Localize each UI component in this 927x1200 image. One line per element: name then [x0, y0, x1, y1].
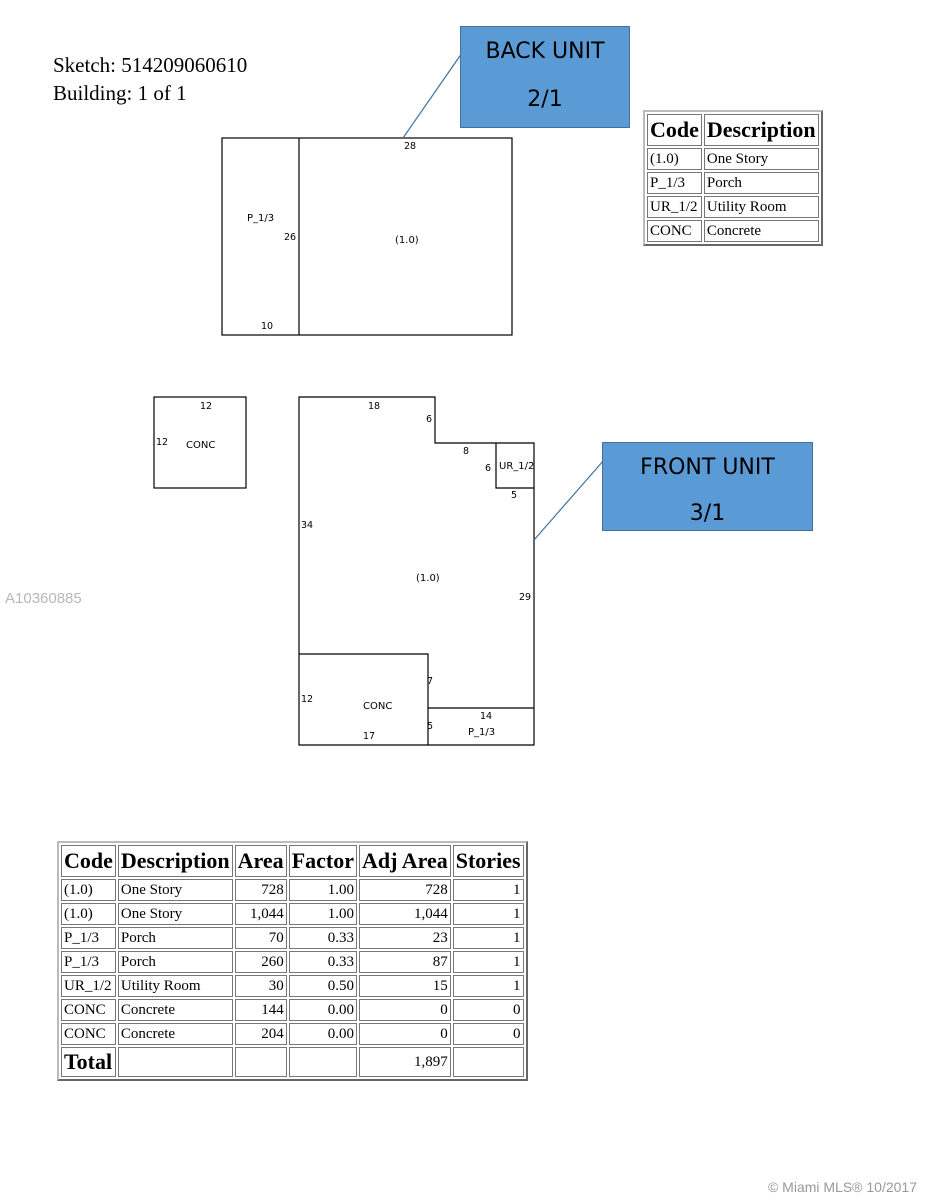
legend-description: Utility Room	[704, 196, 819, 218]
area-header-stories: Stories	[453, 845, 524, 877]
area-code: P_1/3	[61, 951, 116, 973]
area-description: One Story	[118, 879, 233, 901]
area-description: One Story	[118, 903, 233, 925]
area-row	[61, 927, 524, 949]
legend-row	[647, 148, 819, 170]
area-value: 728	[235, 879, 287, 901]
area-code: (1.0)	[61, 903, 116, 925]
area-row	[61, 951, 524, 973]
dim-back-top: 28	[404, 141, 417, 152]
area-code: CONC	[61, 999, 116, 1021]
sketch-id: Sketch: 514209060610	[53, 53, 248, 77]
legend-description: Concrete	[704, 220, 819, 242]
area-total-empty	[235, 1047, 287, 1077]
back-unit-outline	[222, 138, 512, 335]
back-porch-code: P_1/3	[247, 213, 275, 224]
area-stories: 1	[453, 879, 524, 901]
area-header-code: Code	[61, 845, 116, 877]
area-description: Concrete	[118, 999, 233, 1021]
area-adj: 15	[359, 975, 451, 997]
area-row	[61, 903, 524, 925]
area-adj: 728	[359, 879, 451, 901]
front-unit-outline	[299, 397, 534, 745]
legend-header-code: Code	[647, 114, 702, 146]
dim-front-left: 34	[301, 520, 314, 531]
area-stories: 0	[453, 999, 524, 1021]
legend-header-description: Description	[704, 114, 819, 146]
area-total-adj: 1,897	[359, 1047, 451, 1077]
back-unit-callout	[460, 26, 630, 128]
area-total-empty	[289, 1047, 357, 1077]
area-factor: 0.33	[289, 927, 357, 949]
area-adj: 0	[359, 999, 451, 1021]
area-description: Utility Room	[118, 975, 233, 997]
area-factor: 0.00	[289, 999, 357, 1021]
area-adj: 87	[359, 951, 451, 973]
area-adj: 1,044	[359, 903, 451, 925]
area-header-area: Area	[235, 845, 287, 877]
back-callout-leader	[403, 53, 462, 138]
area-value: 1,044	[235, 903, 287, 925]
area-adj: 23	[359, 927, 451, 949]
area-header-factor: Factor	[289, 845, 357, 877]
area-row	[61, 1023, 524, 1045]
front-conc-code: CONC	[363, 701, 393, 712]
front-porch-code: P_1/3	[468, 727, 496, 738]
area-factor: 1.00	[289, 903, 357, 925]
area-value: 144	[235, 999, 287, 1021]
area-factor: 0.00	[289, 1023, 357, 1045]
legend-row	[647, 172, 819, 194]
area-value: 70	[235, 927, 287, 949]
back-story-code: (1.0)	[395, 235, 419, 246]
area-code: CONC	[61, 1023, 116, 1045]
area-total-label: Total	[61, 1047, 116, 1077]
area-row	[61, 999, 524, 1021]
area-row	[61, 975, 524, 997]
conc-pad-code: CONC	[186, 440, 216, 451]
dim-conc-depth: 12	[156, 437, 169, 448]
dim-back-porch-width: 10	[261, 321, 274, 332]
area-factor: 0.33	[289, 951, 357, 973]
area-factor: 0.50	[289, 975, 357, 997]
legend-code: CONC	[647, 220, 702, 242]
area-description: Porch	[118, 951, 233, 973]
dim-front-conc-width: 17	[363, 731, 376, 742]
area-code: P_1/3	[61, 927, 116, 949]
dim-back-depth: 26	[284, 232, 297, 243]
legend-code: P_1/3	[647, 172, 702, 194]
area-header-description: Description	[118, 845, 233, 877]
area-stories: 1	[453, 951, 524, 973]
area-code: (1.0)	[61, 879, 116, 901]
dim-utility-width: 5	[511, 490, 518, 501]
back-unit-beds-baths: 2/1	[527, 87, 563, 112]
building-count: Building: 1 of 1	[53, 81, 187, 105]
area-value: 260	[235, 951, 287, 973]
dim-front-porch-width: 14	[480, 711, 493, 722]
legend-header-row	[647, 114, 819, 146]
area-header-row	[61, 845, 524, 877]
area-description: Concrete	[118, 1023, 233, 1045]
dim-front-porch-depth: 5	[427, 721, 434, 732]
area-total-empty	[453, 1047, 524, 1077]
dim-front-conc-step: 7	[427, 676, 434, 687]
front-callout-leader	[534, 460, 604, 540]
front-story-code: (1.0)	[416, 573, 440, 584]
dim-front-conc-depth: 12	[301, 694, 314, 705]
legend-row	[647, 196, 819, 218]
area-stories: 0	[453, 1023, 524, 1045]
legend-code: UR_1/2	[647, 196, 702, 218]
dim-conc-width: 12	[200, 401, 213, 412]
dim-front-right: 29	[519, 592, 532, 603]
area-factor: 1.00	[289, 879, 357, 901]
legend-description: Porch	[704, 172, 819, 194]
area-stories: 1	[453, 903, 524, 925]
dim-front-top: 18	[368, 401, 381, 412]
area-value: 30	[235, 975, 287, 997]
utility-room-code: UR_1/2	[499, 461, 535, 472]
area-header-adj-area: Adj Area	[359, 845, 451, 877]
area-total-empty	[118, 1047, 233, 1077]
dim-front-step-width: 8	[463, 446, 470, 457]
area-description: Porch	[118, 927, 233, 949]
dim-utility-height: 6	[485, 463, 492, 474]
legend-code: (1.0)	[647, 148, 702, 170]
listing-watermark: A10360885	[5, 590, 82, 607]
dim-front-step-height: 6	[426, 414, 433, 425]
area-row	[61, 879, 524, 901]
front-unit-beds-baths: 3/1	[689, 501, 726, 526]
area-stories: 1	[453, 975, 524, 997]
copyright-notice: © Miami MLS® 10/2017	[767, 1179, 917, 1195]
legend-description: One Story	[704, 148, 819, 170]
area-summary-table	[57, 841, 528, 1081]
area-code: UR_1/2	[61, 975, 116, 997]
area-adj: 0	[359, 1023, 451, 1045]
area-total-row	[61, 1047, 524, 1077]
front-unit-callout	[602, 442, 813, 531]
back-unit-title: BACK UNIT	[485, 39, 605, 64]
front-unit-title: FRONT UNIT	[640, 455, 775, 480]
code-legend-table	[643, 110, 823, 246]
legend-row	[647, 220, 819, 242]
area-stories: 1	[453, 927, 524, 949]
area-value: 204	[235, 1023, 287, 1045]
